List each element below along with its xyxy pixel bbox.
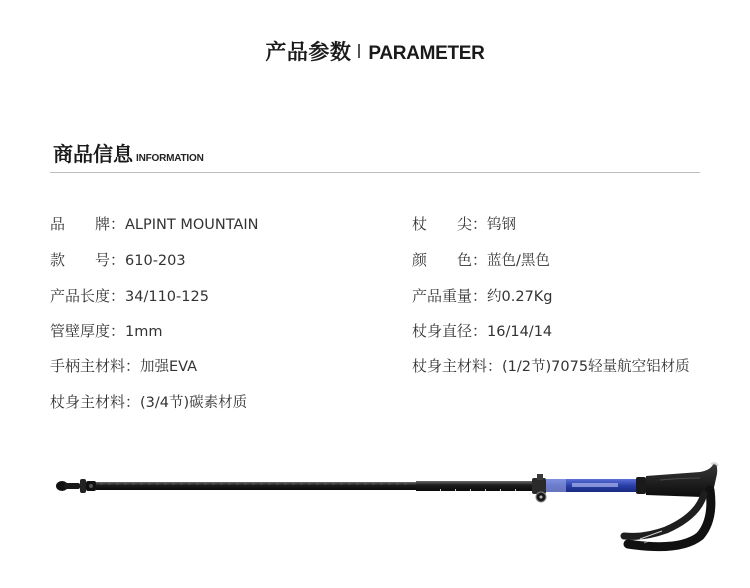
section-heading-zh: 商品信息 [53,142,133,166]
spec-body-material-lower [50,392,247,413]
spec-model [50,250,186,271]
spec-value: 610-203 [125,253,186,269]
trekking-pole-image [0,440,750,588]
spec-label: 杖身直径： [412,322,488,340]
pole-tip [56,479,96,493]
spec-label: 手柄主材料： [50,357,141,375]
spec-handle-material [50,356,197,377]
spec-value: 约0.27Kg [487,289,553,305]
spec-weight [412,286,553,307]
spec-label: 管壁厚度： [50,322,126,340]
spec-value: (1/2节)7075轻量航空铝材质 [502,359,690,375]
spec-label: 颜 色： [412,251,488,269]
pole-lower-shaft [96,482,416,490]
spec-label: 产品重量： [412,287,488,305]
spec-tip [412,214,516,235]
spec-value: 1mm [125,324,163,340]
spec-value: 16/14/14 [487,324,553,340]
pole-middle-shaft [416,481,534,491]
section-divider [50,172,700,173]
spec-length [50,286,209,307]
section-heading-en: INFORMATION [136,153,204,164]
page-title-zh: 产品参数 [265,40,352,64]
pole-upper-band [546,479,566,492]
spec-color [412,250,550,271]
pole-brand-print [572,483,618,487]
spec-value: 钨钢 [487,217,517,233]
spec-value: 34/110-125 [125,289,209,305]
pole-lock-clamp [532,474,546,502]
spec-value: ALPINT MOUNTAIN [125,217,259,233]
spec-label: 品 牌： [50,215,126,233]
spec-label: 产品长度： [50,287,126,305]
spec-wall-thickness [50,321,163,342]
spec-label: 杖身主材料： [412,357,503,375]
spec-value: 蓝色/黑色 [487,253,550,269]
page-title-en: PARAMETER [368,43,485,64]
spec-label: 杖 尖： [412,215,488,233]
spec-diameter [412,321,552,342]
section-heading [53,138,204,167]
spec-label: 杖身主材料： [50,393,141,411]
page-title [0,36,750,66]
spec-label: 款 号： [50,251,126,269]
spec-value: 加强EVA [140,359,198,375]
spec-value: (3/4节)碳素材质 [140,395,248,411]
spec-body-material-upper [412,356,690,377]
title-separator [358,44,360,58]
pole-wrist-strap [624,490,711,547]
spec-brand [50,214,259,235]
pole-collar [636,477,646,494]
